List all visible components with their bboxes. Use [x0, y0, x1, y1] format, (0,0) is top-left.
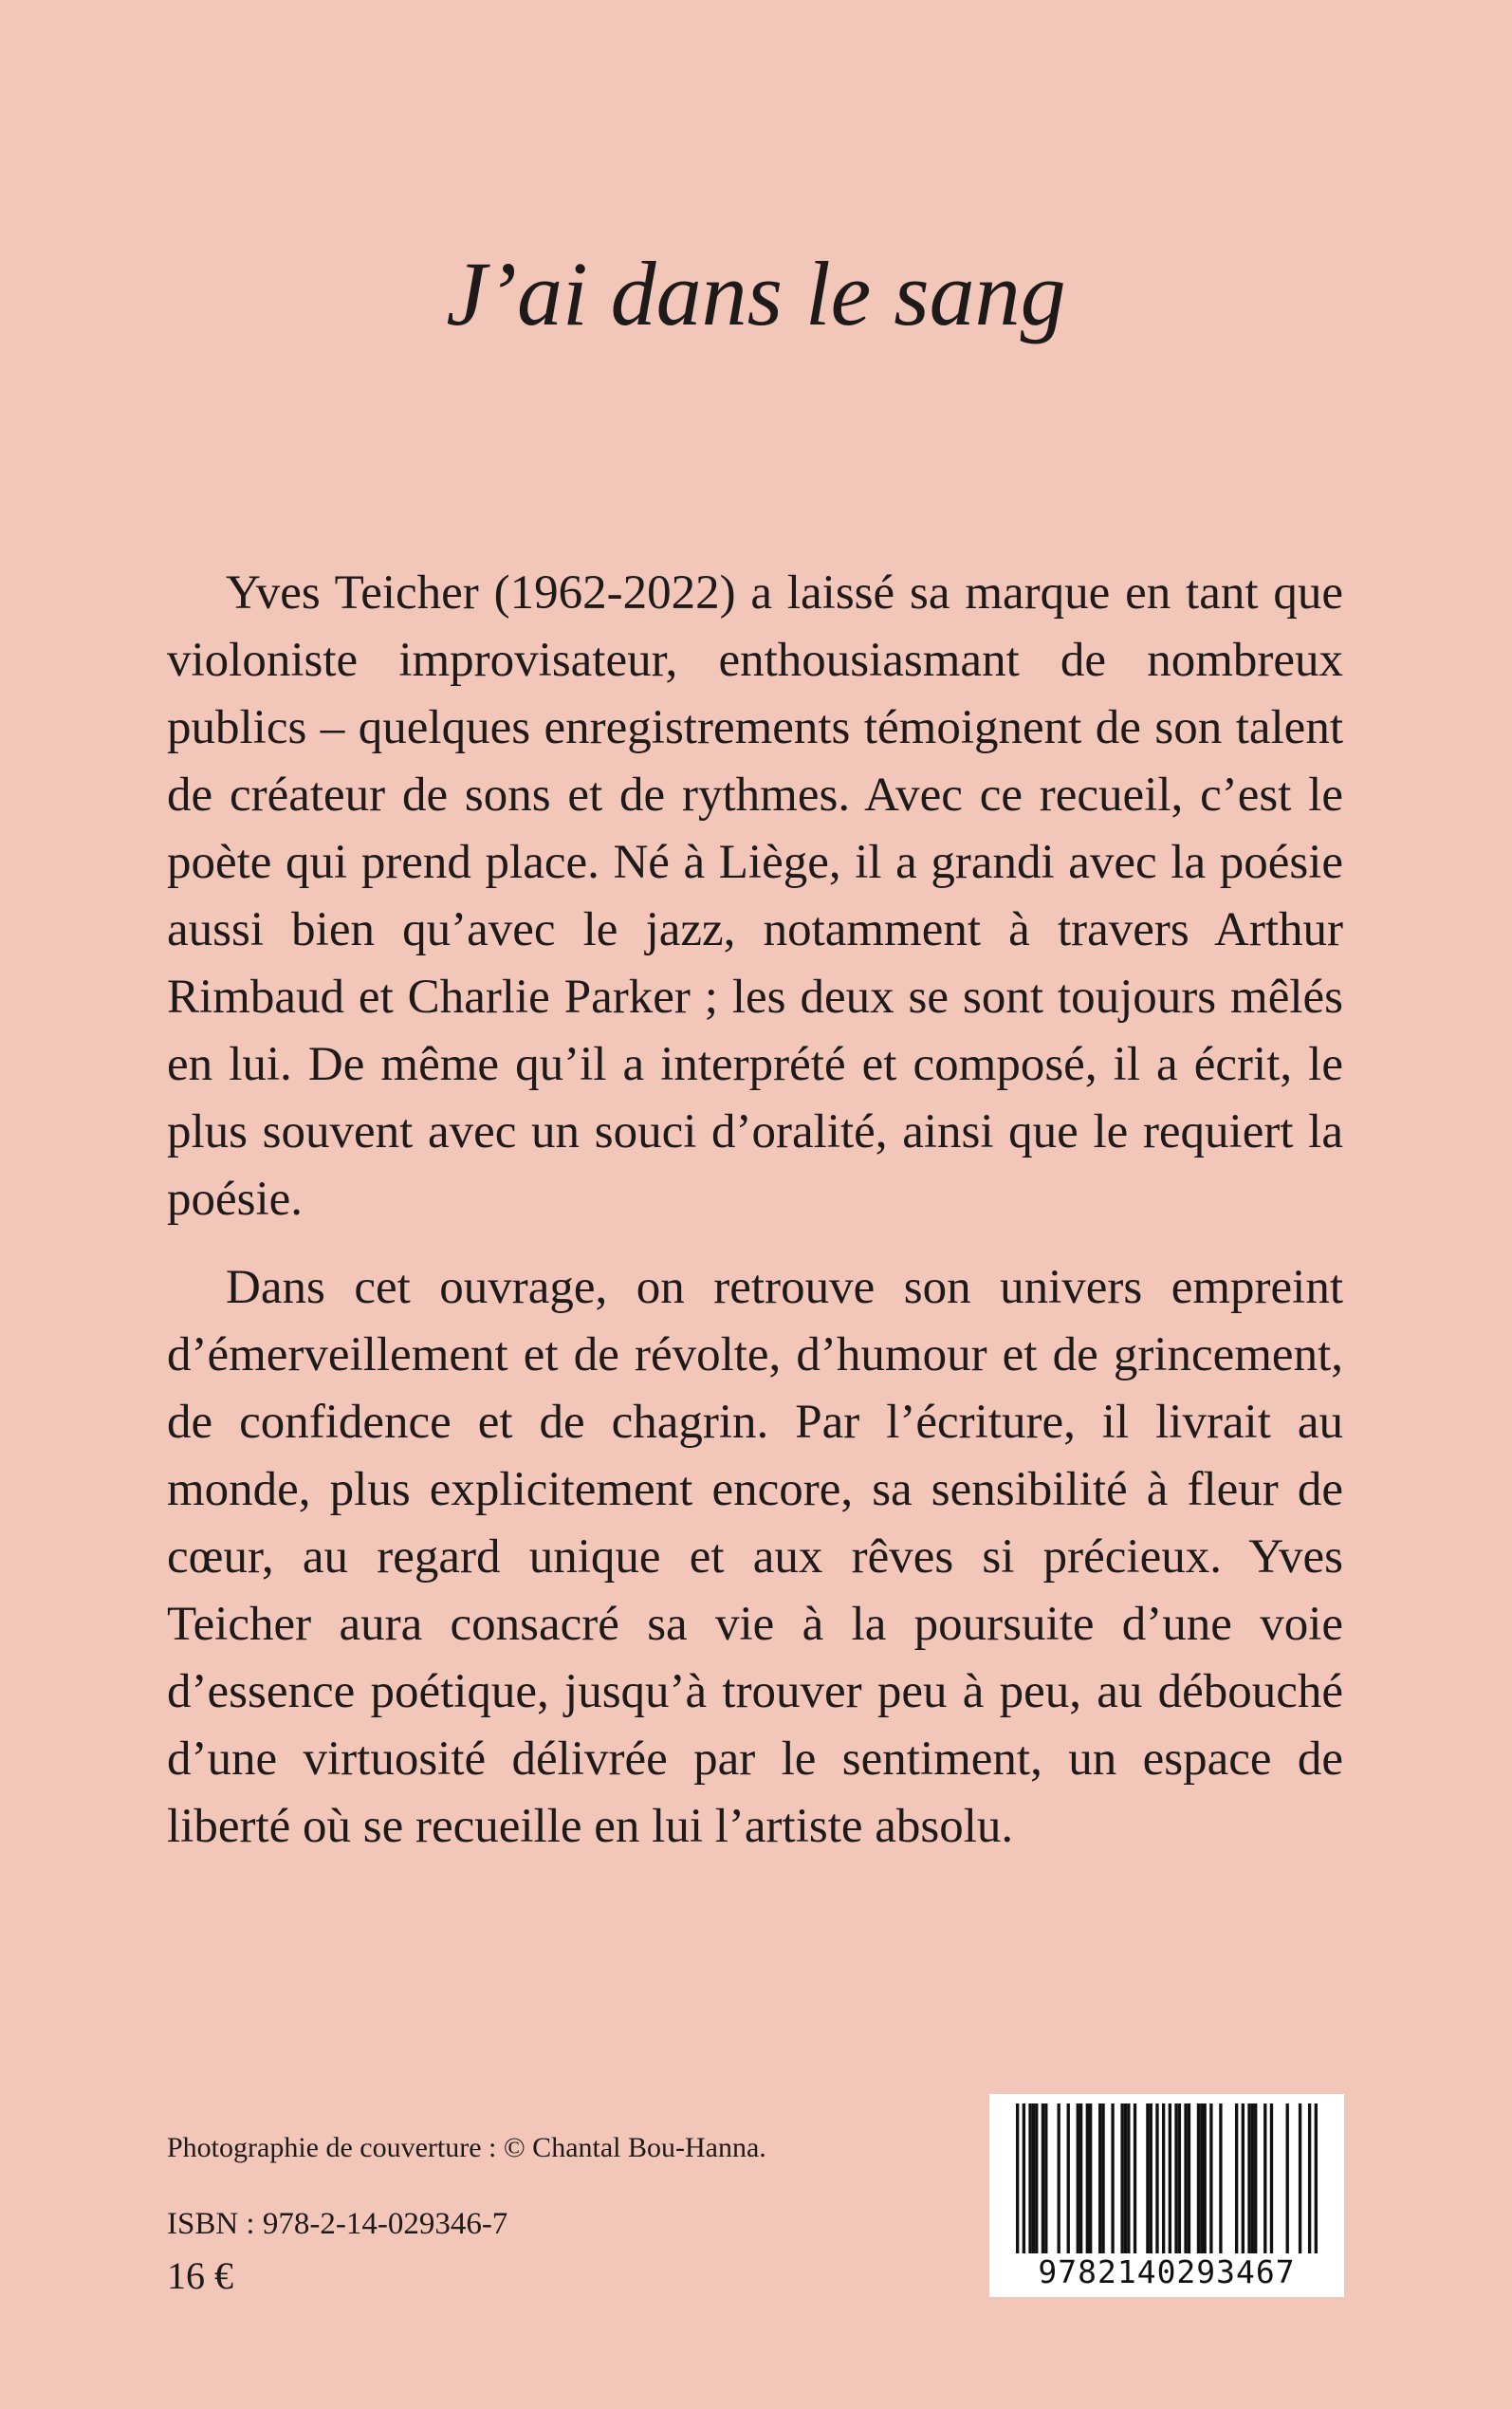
barcode-bar	[1111, 2103, 1114, 2253]
isbn: ISBN : 978-2-14-029346-7	[167, 2207, 508, 2241]
barcode-bar	[1286, 2103, 1289, 2253]
back-cover-blurb	[167, 560, 1343, 1881]
barcode-bar	[1299, 2103, 1301, 2253]
barcode-bar	[1270, 2103, 1273, 2253]
barcode-bar	[1032, 2103, 1035, 2253]
barcode-bar	[1184, 2103, 1187, 2253]
barcode-bar	[1079, 2103, 1082, 2253]
barcode-bar	[1219, 2103, 1222, 2253]
barcode-bar	[1188, 2103, 1190, 2253]
barcode-bar	[1146, 2103, 1149, 2253]
barcode-bar	[1023, 2103, 1025, 2253]
price: 16 €	[167, 2254, 233, 2297]
barcode-bar	[1044, 2103, 1047, 2253]
barcode-bar	[1235, 2103, 1238, 2253]
barcode-bar	[1162, 2103, 1165, 2253]
barcode-bar	[1016, 2103, 1019, 2253]
barcode-digits: 9782140293467	[1038, 2253, 1296, 2290]
book-title: J’ai dans le sang	[446, 243, 1066, 344]
barcode-bar	[1200, 2103, 1203, 2253]
barcode-bar	[1035, 2103, 1038, 2253]
barcode-bar	[1315, 2103, 1318, 2253]
barcode-bar	[1209, 2103, 1212, 2253]
barcode-bar	[1203, 2103, 1206, 2253]
barcode-bar	[1089, 2103, 1092, 2253]
barcode	[989, 2094, 1344, 2297]
barcode-bar	[1086, 2103, 1089, 2253]
barcode-bar	[1028, 2103, 1031, 2253]
barcode-bar	[1098, 2103, 1101, 2253]
barcode-bars	[1016, 2103, 1318, 2253]
barcode-bar	[1174, 2103, 1177, 2253]
barcode-bar	[1263, 2103, 1266, 2253]
barcode-bar	[1197, 2103, 1200, 2253]
barcode-bar	[1178, 2103, 1181, 2253]
blurb-paragraph: Yves Teicher (1962-2022) a laissé sa marque en tant que violoniste improvisateur, enthousiasmant de nombreux publics – quelques enregistrements témoignent de son talent de créateur de sons et de rythmes. Avec ce recueil, c’est le poète qui prend place. Né à Liège, il a grandi avec la poésie aussi bien qu’avec le jazz, notamment à travers Arthur Rimbaud et Charlie Parker ; les deux se sont toujours mêlés en lui. De même qu’il a interprété et composé, il a écrit, le plus souvent avec un souci d’oralité, ainsi que le requiert la poésie.	[167, 566, 1343, 1226]
barcode-bar	[1254, 2103, 1257, 2253]
barcode-bar	[1077, 2103, 1079, 2253]
barcode-bar	[1242, 2103, 1245, 2253]
barcode-bar	[1155, 2103, 1158, 2253]
barcode-bar	[1058, 2103, 1060, 2253]
barcode-bar	[1120, 2103, 1123, 2253]
barcode-bar	[1042, 2103, 1044, 2253]
barcode-bar	[1127, 2103, 1130, 2253]
barcode-bar	[1251, 2103, 1254, 2253]
barcode-bar	[1067, 2103, 1070, 2253]
barcode-bar	[1101, 2103, 1104, 2253]
barcode-bar	[1150, 2103, 1152, 2253]
barcode-bar	[1124, 2103, 1127, 2253]
barcode-bar	[1247, 2103, 1250, 2253]
blurb-paragraph: Dans cet ouvrage, on retrouve son univers empreint d’émerveillement et de révolte, d’humour et de grincement, de confidence et de chagrin. Par l’écriture, il livrait au monde, plus explicitement encore, sa sensibilité à fleur de cœur, au regard unique et aux rêves si précieux. Yves Teicher aura consacré sa vie à la poursuite d’une voie d’essence poétique, jusqu’à trouver peu à peu, au débouché d’une virtuosité délivrée par le sentiment, un espace de liberté où se recueille en lui l’artiste absolu.	[167, 1261, 1343, 1853]
barcode-bar	[1308, 2103, 1311, 2253]
photo-credit: Photographie de couverture : © Chantal Bou-Hanna.	[167, 2132, 766, 2163]
barcode-bar	[1169, 2103, 1171, 2253]
barcode-bar	[1134, 2103, 1136, 2253]
